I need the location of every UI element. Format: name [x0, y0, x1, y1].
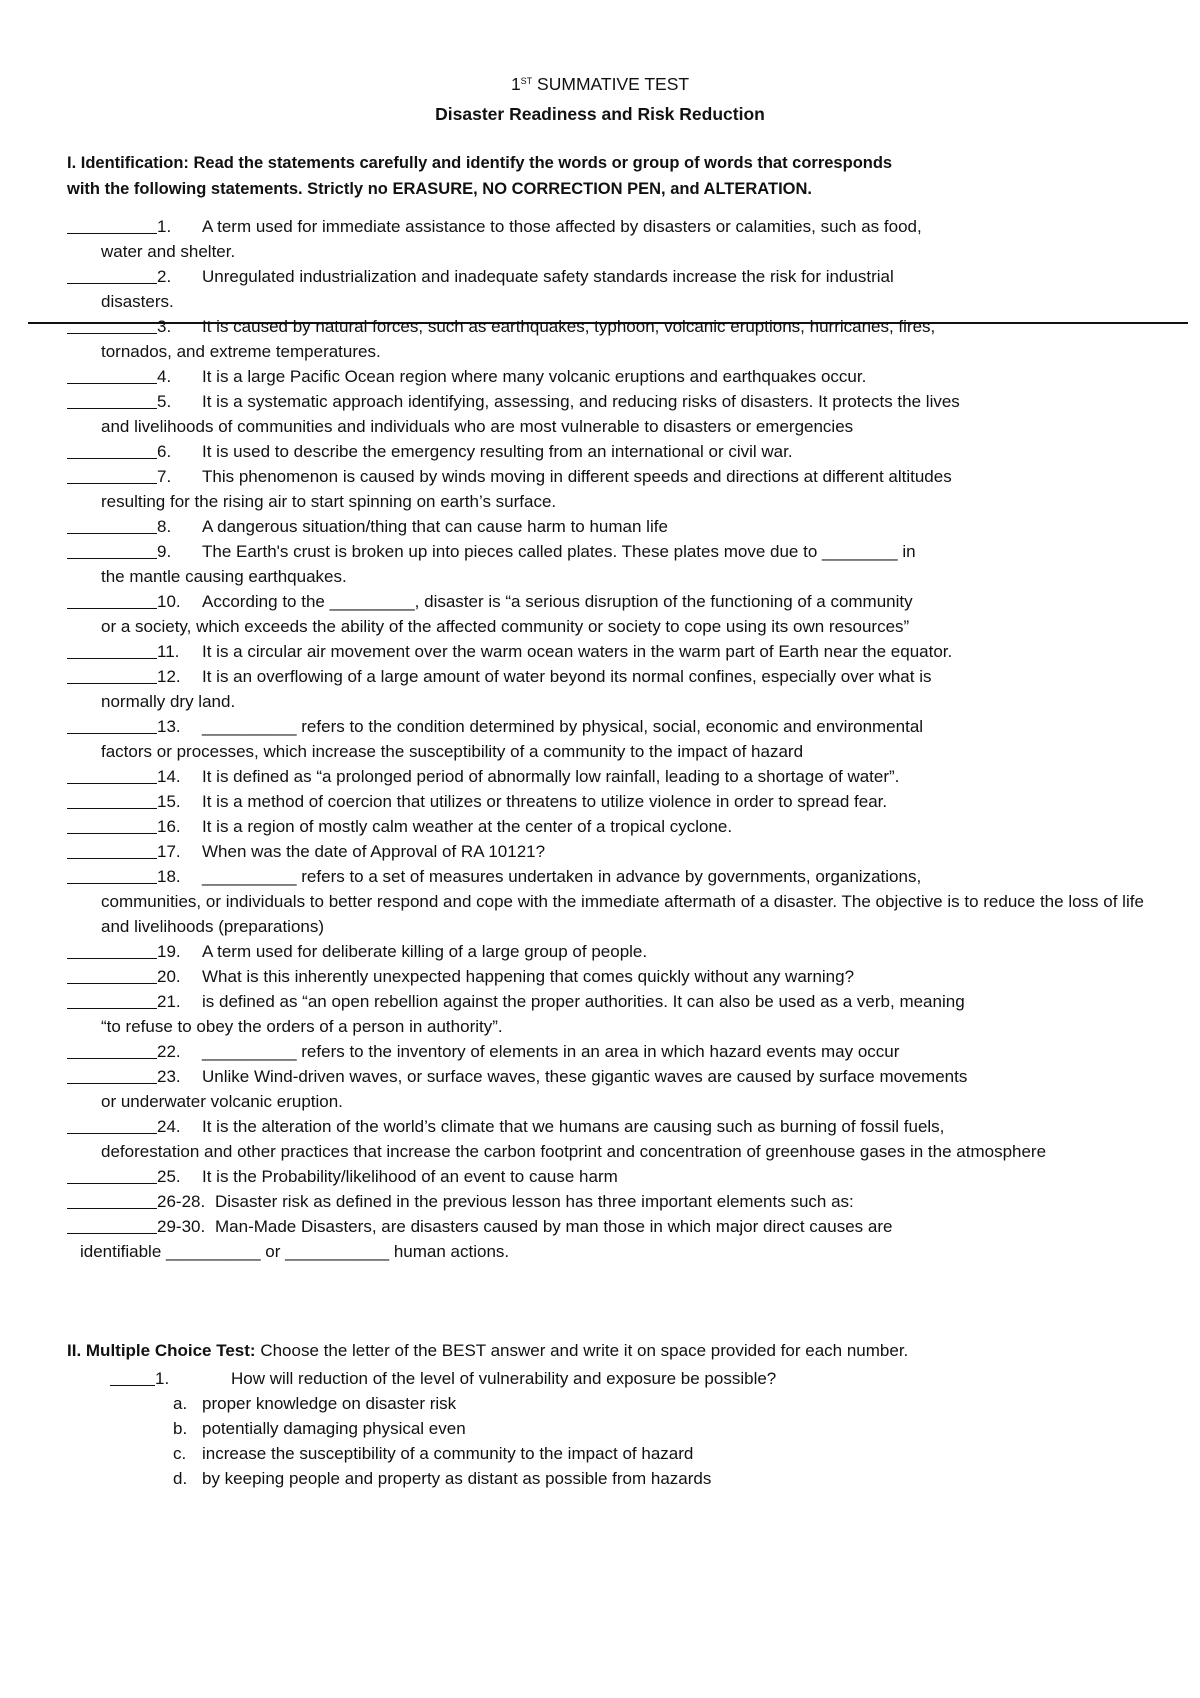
- multiple-choice-heading: II. Multiple Choice Test: Choose the letter of the BEST answer and write it on space provided for each number.: [67, 1341, 909, 1360]
- item-number: 24.: [157, 1117, 181, 1136]
- item-text: A term used for immediate assistance to those affected by disasters or calamities, such as food,: [202, 217, 922, 236]
- item-text: __________ refers to a set of measures undertaken in advance by governments, organizations,: [202, 867, 922, 886]
- answer-blank[interactable]: [67, 589, 157, 609]
- identification-item: [67, 1064, 1157, 1114]
- item-number: 8.: [157, 517, 172, 536]
- answer-blank[interactable]: [67, 839, 157, 859]
- identification-item: [67, 1189, 1157, 1214]
- option-text: proper knowledge on disaster risk: [202, 1394, 457, 1413]
- identification-item: [67, 214, 1157, 264]
- answer-blank[interactable]: [67, 989, 157, 1009]
- item-text-continued: resulting for the rising air to start spinning on earth’s surface.: [101, 492, 557, 511]
- identification-item: [67, 964, 1157, 989]
- item-text: A dangerous situation/thing that can cause harm to human life: [202, 517, 668, 536]
- item-text-continued: the mantle causing earthquakes.: [101, 567, 347, 586]
- identification-item: [67, 714, 1157, 764]
- item-number: 12.: [157, 667, 181, 686]
- item-text: Unregulated industrialization and inadequate safety standards increase the risk for industrial: [202, 267, 894, 286]
- answer-blank[interactable]: [67, 1114, 157, 1134]
- identification-item: [67, 839, 1157, 864]
- mc-question: [67, 1366, 1157, 1391]
- page-title: 1ST SUMMATIVE TEST: [510, 74, 690, 94]
- answer-blank[interactable]: [67, 314, 157, 334]
- item-text: Unlike Wind-driven waves, or surface waves, these gigantic waves are caused by surface movements: [202, 1067, 968, 1086]
- option-letter: d.: [173, 1469, 188, 1488]
- item-text: This phenomenon is caused by winds moving in different speeds and directions at different altitudes: [202, 467, 952, 486]
- option-text: by keeping people and property as distant as possible from hazards: [202, 1469, 712, 1488]
- option-text: increase the susceptibility of a community to the impact of hazard: [202, 1444, 694, 1463]
- answer-blank[interactable]: [67, 464, 157, 484]
- item-text: A term used for deliberate killing of a large group of people.: [202, 942, 648, 961]
- identification-item: [67, 589, 1157, 639]
- identification-item: [67, 389, 1157, 439]
- answer-blank[interactable]: [67, 764, 157, 784]
- page-subtitle: Disaster Readiness and Risk Reduction: [435, 104, 765, 124]
- question-number: 1.: [155, 1369, 170, 1388]
- identification-item: [67, 1214, 1157, 1264]
- item-number: 26-28.: [157, 1192, 206, 1211]
- item-text: is defined as “an open rebellion against the proper authorities. It can also be used as a verb, meaning: [202, 992, 965, 1011]
- item-text: According to the _________, disaster is “a serious disruption of the functioning of a community: [202, 592, 913, 611]
- identification-item: [67, 789, 1157, 814]
- answer-blank[interactable]: [67, 814, 157, 834]
- answer-blank[interactable]: [67, 514, 157, 534]
- answer-blank[interactable]: [67, 1064, 157, 1084]
- item-text: When was the date of Approval of RA 10121?: [202, 842, 546, 861]
- item-text: The Earth's crust is broken up into pieces called plates. These plates move due to ________ in: [202, 542, 916, 561]
- item-number: 19.: [157, 942, 181, 961]
- identification-item: [67, 989, 1157, 1039]
- identification-item: [67, 1039, 1157, 1064]
- answer-blank[interactable]: [67, 864, 157, 884]
- item-text-continued: and livelihoods of communities and individuals who are most vulnerable to disasters or emergencies: [101, 417, 854, 436]
- identification-item: [67, 664, 1157, 714]
- identification-item: [67, 814, 1157, 839]
- item-text-continued: factors or processes, which increase the susceptibility of a community to the impact of hazard: [101, 742, 804, 761]
- item-number: 21.: [157, 992, 181, 1011]
- item-text: It is caused by natural forces, such as earthquakes, typhoon, volcanic eruptions, hurricanes, fires,: [202, 317, 936, 336]
- item-text: It is a region of mostly calm weather at the center of a tropical cyclone.: [202, 817, 733, 836]
- identification-item: [67, 639, 1157, 664]
- item-text: It is an overflowing of a large amount of water beyond its normal confines, especially over what is: [202, 667, 932, 686]
- item-number: 6.: [157, 442, 172, 461]
- answer-blank[interactable]: [67, 1164, 157, 1184]
- identification-item: [67, 364, 1157, 389]
- option-letter: b.: [173, 1419, 188, 1438]
- option-text: potentially damaging physical even: [202, 1419, 466, 1438]
- identification-item: [67, 439, 1157, 464]
- option-letter: c.: [173, 1444, 187, 1463]
- identification-list: [67, 214, 1157, 1264]
- answer-blank[interactable]: [67, 264, 157, 284]
- item-text: It is the alteration of the world’s climate that we humans are causing such as burning of fossil fuels,: [202, 1117, 945, 1136]
- identification-item: [67, 264, 1157, 314]
- item-text: __________ refers to the inventory of elements in an area in which hazard events may occur: [202, 1042, 900, 1061]
- answer-blank[interactable]: [67, 714, 157, 734]
- answer-blank[interactable]: [67, 439, 157, 459]
- identification-item: [67, 1114, 1157, 1164]
- item-text: It is the Probability/likelihood of an event to cause harm: [202, 1167, 618, 1186]
- identification-item: [67, 939, 1157, 964]
- item-text: What is this inherently unexpected happening that comes quickly without any warning?: [202, 967, 855, 986]
- item-text-continued: or underwater volcanic eruption.: [101, 1092, 343, 1111]
- item-number: 1.: [157, 217, 172, 236]
- item-number: 29-30.: [157, 1217, 206, 1236]
- item-number: 13.: [157, 717, 181, 736]
- question-text: How will reduction of the level of vulnerability and exposure be possible?: [231, 1369, 777, 1388]
- item-number: 11.: [157, 642, 180, 661]
- option-letter: a.: [173, 1394, 188, 1413]
- answer-blank[interactable]: [67, 539, 157, 559]
- item-number: 16.: [157, 817, 181, 836]
- item-text: __________ refers to the condition determined by physical, social, economic and environmental: [202, 717, 924, 736]
- identification-item: [67, 764, 1157, 789]
- item-number: 7.: [157, 467, 172, 486]
- answer-blank[interactable]: [67, 639, 157, 659]
- answer-blank[interactable]: [67, 214, 157, 234]
- item-text: Man-Made Disasters, are disasters caused by man those in which major direct causes are: [215, 1217, 893, 1236]
- answer-blank[interactable]: [110, 1366, 155, 1386]
- answer-blank[interactable]: [67, 939, 157, 959]
- item-number: 5.: [157, 392, 172, 411]
- item-number: 20.: [157, 967, 181, 986]
- item-text: It is defined as “a prolonged period of abnormally low rainfall, leading to a shortage of water”.: [202, 767, 900, 786]
- item-number: 9.: [157, 542, 172, 561]
- item-text: It is a circular air movement over the warm ocean waters in the warm part of Earth near the equator.: [202, 642, 953, 661]
- item-text-continued: deforestation and other practices that increase the carbon footprint and concentration of greenhouse gases in the atmosphere: [101, 1142, 1047, 1161]
- item-number: 23.: [157, 1067, 181, 1086]
- item-text: It is a method of coercion that utilizes or threatens to utilize violence in order to spread fear.: [202, 792, 888, 811]
- item-number: 15.: [157, 792, 181, 811]
- strikethrough-line: [28, 322, 1188, 324]
- item-number: 3.: [157, 317, 172, 336]
- item-text-continued: “to refuse to obey the orders of a person in authority”.: [101, 1017, 503, 1036]
- answer-blank[interactable]: [67, 389, 157, 409]
- answer-blank[interactable]: [67, 1039, 157, 1059]
- item-text-continued: normally dry land.: [101, 692, 236, 711]
- item-text-continued: disasters.: [101, 292, 174, 311]
- item-number: 18.: [157, 867, 181, 886]
- identification-item: [67, 464, 1157, 514]
- answer-blank[interactable]: [67, 364, 157, 384]
- answer-blank[interactable]: [67, 1189, 157, 1209]
- item-text: Disaster risk as defined in the previous lesson has three important elements such as:: [215, 1192, 854, 1211]
- item-number: 17.: [157, 842, 181, 861]
- item-text-continued: communities, or individuals to better respond and cope with the immediate aftermath of a disaster. The objective is to reduce the loss of life and livelihoods (preparations): [101, 892, 1144, 936]
- item-number: 2.: [157, 267, 172, 286]
- item-text: It is used to describe the emergency resulting from an international or civil war.: [202, 442, 793, 461]
- item-text-continued: or a society, which exceeds the ability of the affected community or society to cope using its own resources”: [101, 617, 910, 636]
- item-number: 4.: [157, 367, 172, 386]
- item-number: 22.: [157, 1042, 181, 1061]
- item-text: It is a large Pacific Ocean region where many volcanic eruptions and earthquakes occur.: [202, 367, 867, 386]
- answer-blank[interactable]: [67, 664, 157, 684]
- item-text-continued: water and shelter.: [101, 242, 236, 261]
- item-text-continued: tornados, and extreme temperatures.: [101, 342, 381, 361]
- answer-blank[interactable]: [67, 789, 157, 809]
- item-number: 10.: [157, 592, 181, 611]
- item-text-continued: identifiable __________ or ___________ human actions.: [80, 1242, 510, 1261]
- identification-instruction: I. Identification: Read the statements carefully and identify the words or group of words that corresponds: [67, 154, 893, 172]
- answer-blank[interactable]: [67, 1214, 157, 1234]
- item-number: 25.: [157, 1167, 181, 1186]
- identification-item: [67, 539, 1157, 589]
- item-number: 14.: [157, 767, 181, 786]
- identification-item: [67, 514, 1157, 539]
- answer-blank[interactable]: [67, 964, 157, 984]
- identification-item: [67, 864, 1157, 939]
- item-text: It is a systematic approach identifying, assessing, and reducing risks of disasters. It protects the lives: [202, 392, 960, 411]
- identification-instruction-cont: with the following statements. Strictly no ERASURE, NO CORRECTION PEN, and ALTERATION.: [67, 180, 812, 198]
- identification-item: [67, 1164, 1157, 1189]
